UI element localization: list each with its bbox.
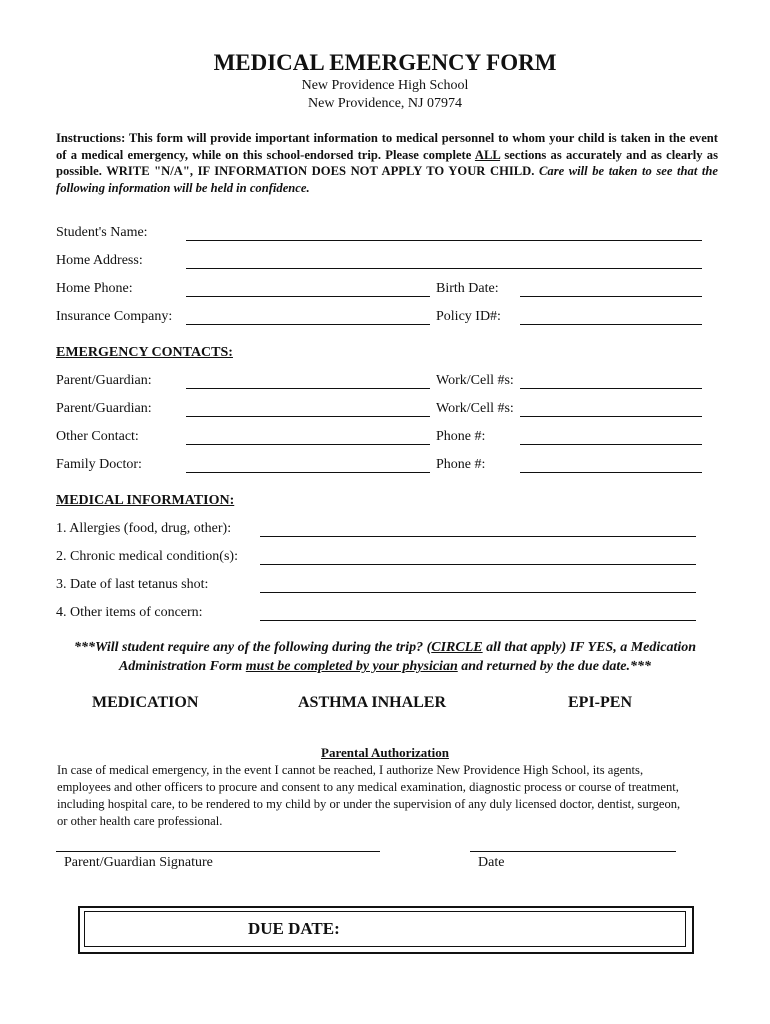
other-phone-label: Phone #: <box>436 429 486 444</box>
home-address-field[interactable] <box>186 268 702 269</box>
option-epi-pen[interactable]: EPI-PEN <box>568 694 632 711</box>
chronic-conditions-label: 2. Chronic medical condition(s): <box>56 549 238 564</box>
guardian1-phone-field[interactable] <box>520 388 702 389</box>
medical-information-heading: MEDICAL INFORMATION: <box>56 493 235 508</box>
instructions-confidential: Care will be taken to see that the following information will be held in confidence. <box>56 164 719 195</box>
family-doctor-field[interactable] <box>186 472 430 473</box>
other-concerns-field[interactable] <box>260 620 696 621</box>
guardian1-phone-label: Work/Cell #s: <box>436 373 514 388</box>
guardian2-field[interactable] <box>186 416 430 417</box>
instructions-text-1: Instructions: This form will provide important information to medical personnel to whom your child is taken in the event of a medical emergency, while on this school-endorsed trip. Please complete <box>56 131 718 162</box>
parental-authorization-text: In case of medical emergency, in the event I cannot be reached, I authorize New Providence High School, its agents, employees and other officers to procure and consent to any medical examination, diagnostic process or course of treatment, including hospital care, to be rendered to my child by or under the supervision of any duly licensed doctor, dentist, surgeon, or other health care professional. <box>57 763 681 828</box>
guardian2-phone-label: Work/Cell #s: <box>436 401 514 416</box>
family-doctor-label: Family Doctor: <box>56 457 142 472</box>
policy-id-label: Policy ID#: <box>436 309 501 324</box>
allergies-field[interactable] <box>260 536 696 537</box>
option-medication[interactable]: MEDICATION <box>92 694 199 711</box>
notice-circle: CIRCLE <box>431 640 483 655</box>
chronic-conditions-field[interactable] <box>260 564 696 565</box>
guardian2-label: Parent/Guardian: <box>56 401 152 416</box>
doctor-phone-field[interactable] <box>520 472 702 473</box>
other-concerns-label: 4. Other items of concern: <box>56 605 203 620</box>
instructions <box>56 130 718 196</box>
tetanus-field[interactable] <box>260 592 696 593</box>
home-phone-label: Home Phone: <box>56 281 133 296</box>
notice-text-1: ***Will student require any of the following during the trip? ( <box>73 640 432 655</box>
student-name-label: Student's Name: <box>56 225 148 240</box>
home-phone-field[interactable] <box>186 296 430 297</box>
policy-id-field[interactable] <box>520 324 702 325</box>
birth-date-field[interactable] <box>520 296 702 297</box>
emergency-contacts-heading: EMERGENCY CONTACTS: <box>56 345 233 360</box>
other-contact-field[interactable] <box>186 444 430 445</box>
signature-label: Parent/Guardian Signature <box>64 855 213 870</box>
instructions-text-2: sections as accurately and as clearly as possible. WRITE "N/A", IF INFORMATION DOES NOT APPLY TO YOUR CHILD. <box>56 147 718 178</box>
parental-authorization-heading: Parental Authorization <box>321 745 449 760</box>
signature-date-label: Date <box>478 855 505 870</box>
school-name: New Providence High School <box>301 78 469 93</box>
insurance-company-field[interactable] <box>186 324 430 325</box>
guardian1-label: Parent/Guardian: <box>56 373 152 388</box>
tetanus-label: 3. Date of last tetanus shot: <box>56 577 209 592</box>
other-contact-label: Other Contact: <box>56 429 139 444</box>
medication-notice <box>50 638 720 676</box>
notice-text-2: all that apply) IF YES, a Medication Administration Form <box>118 640 697 674</box>
signature-date-field[interactable] <box>470 851 676 852</box>
student-name-field[interactable] <box>186 240 702 241</box>
due-date-inner-box[interactable] <box>84 911 686 947</box>
other-phone-field[interactable] <box>520 444 702 445</box>
guardian2-phone-field[interactable] <box>520 416 702 417</box>
notice-must: must be completed by your physician <box>245 659 458 674</box>
notice-text-3: and returned by the due date.*** <box>457 659 652 674</box>
birth-date-label: Birth Date: <box>436 281 499 296</box>
school-address: New Providence, NJ 07974 <box>308 96 462 111</box>
option-asthma-inhaler[interactable]: ASTHMA INHALER <box>298 694 447 711</box>
form-title: MEDICAL EMERGENCY FORM <box>213 50 557 75</box>
doctor-phone-label: Phone #: <box>436 457 486 472</box>
guardian1-field[interactable] <box>186 388 430 389</box>
insurance-company-label: Insurance Company: <box>56 309 173 324</box>
instructions-all: ALL <box>474 147 501 162</box>
home-address-label: Home Address: <box>56 253 143 268</box>
signature-field[interactable] <box>56 851 380 852</box>
allergies-label: 1. Allergies (food, drug, other): <box>56 521 232 536</box>
due-date-label: DUE DATE: <box>248 919 340 938</box>
